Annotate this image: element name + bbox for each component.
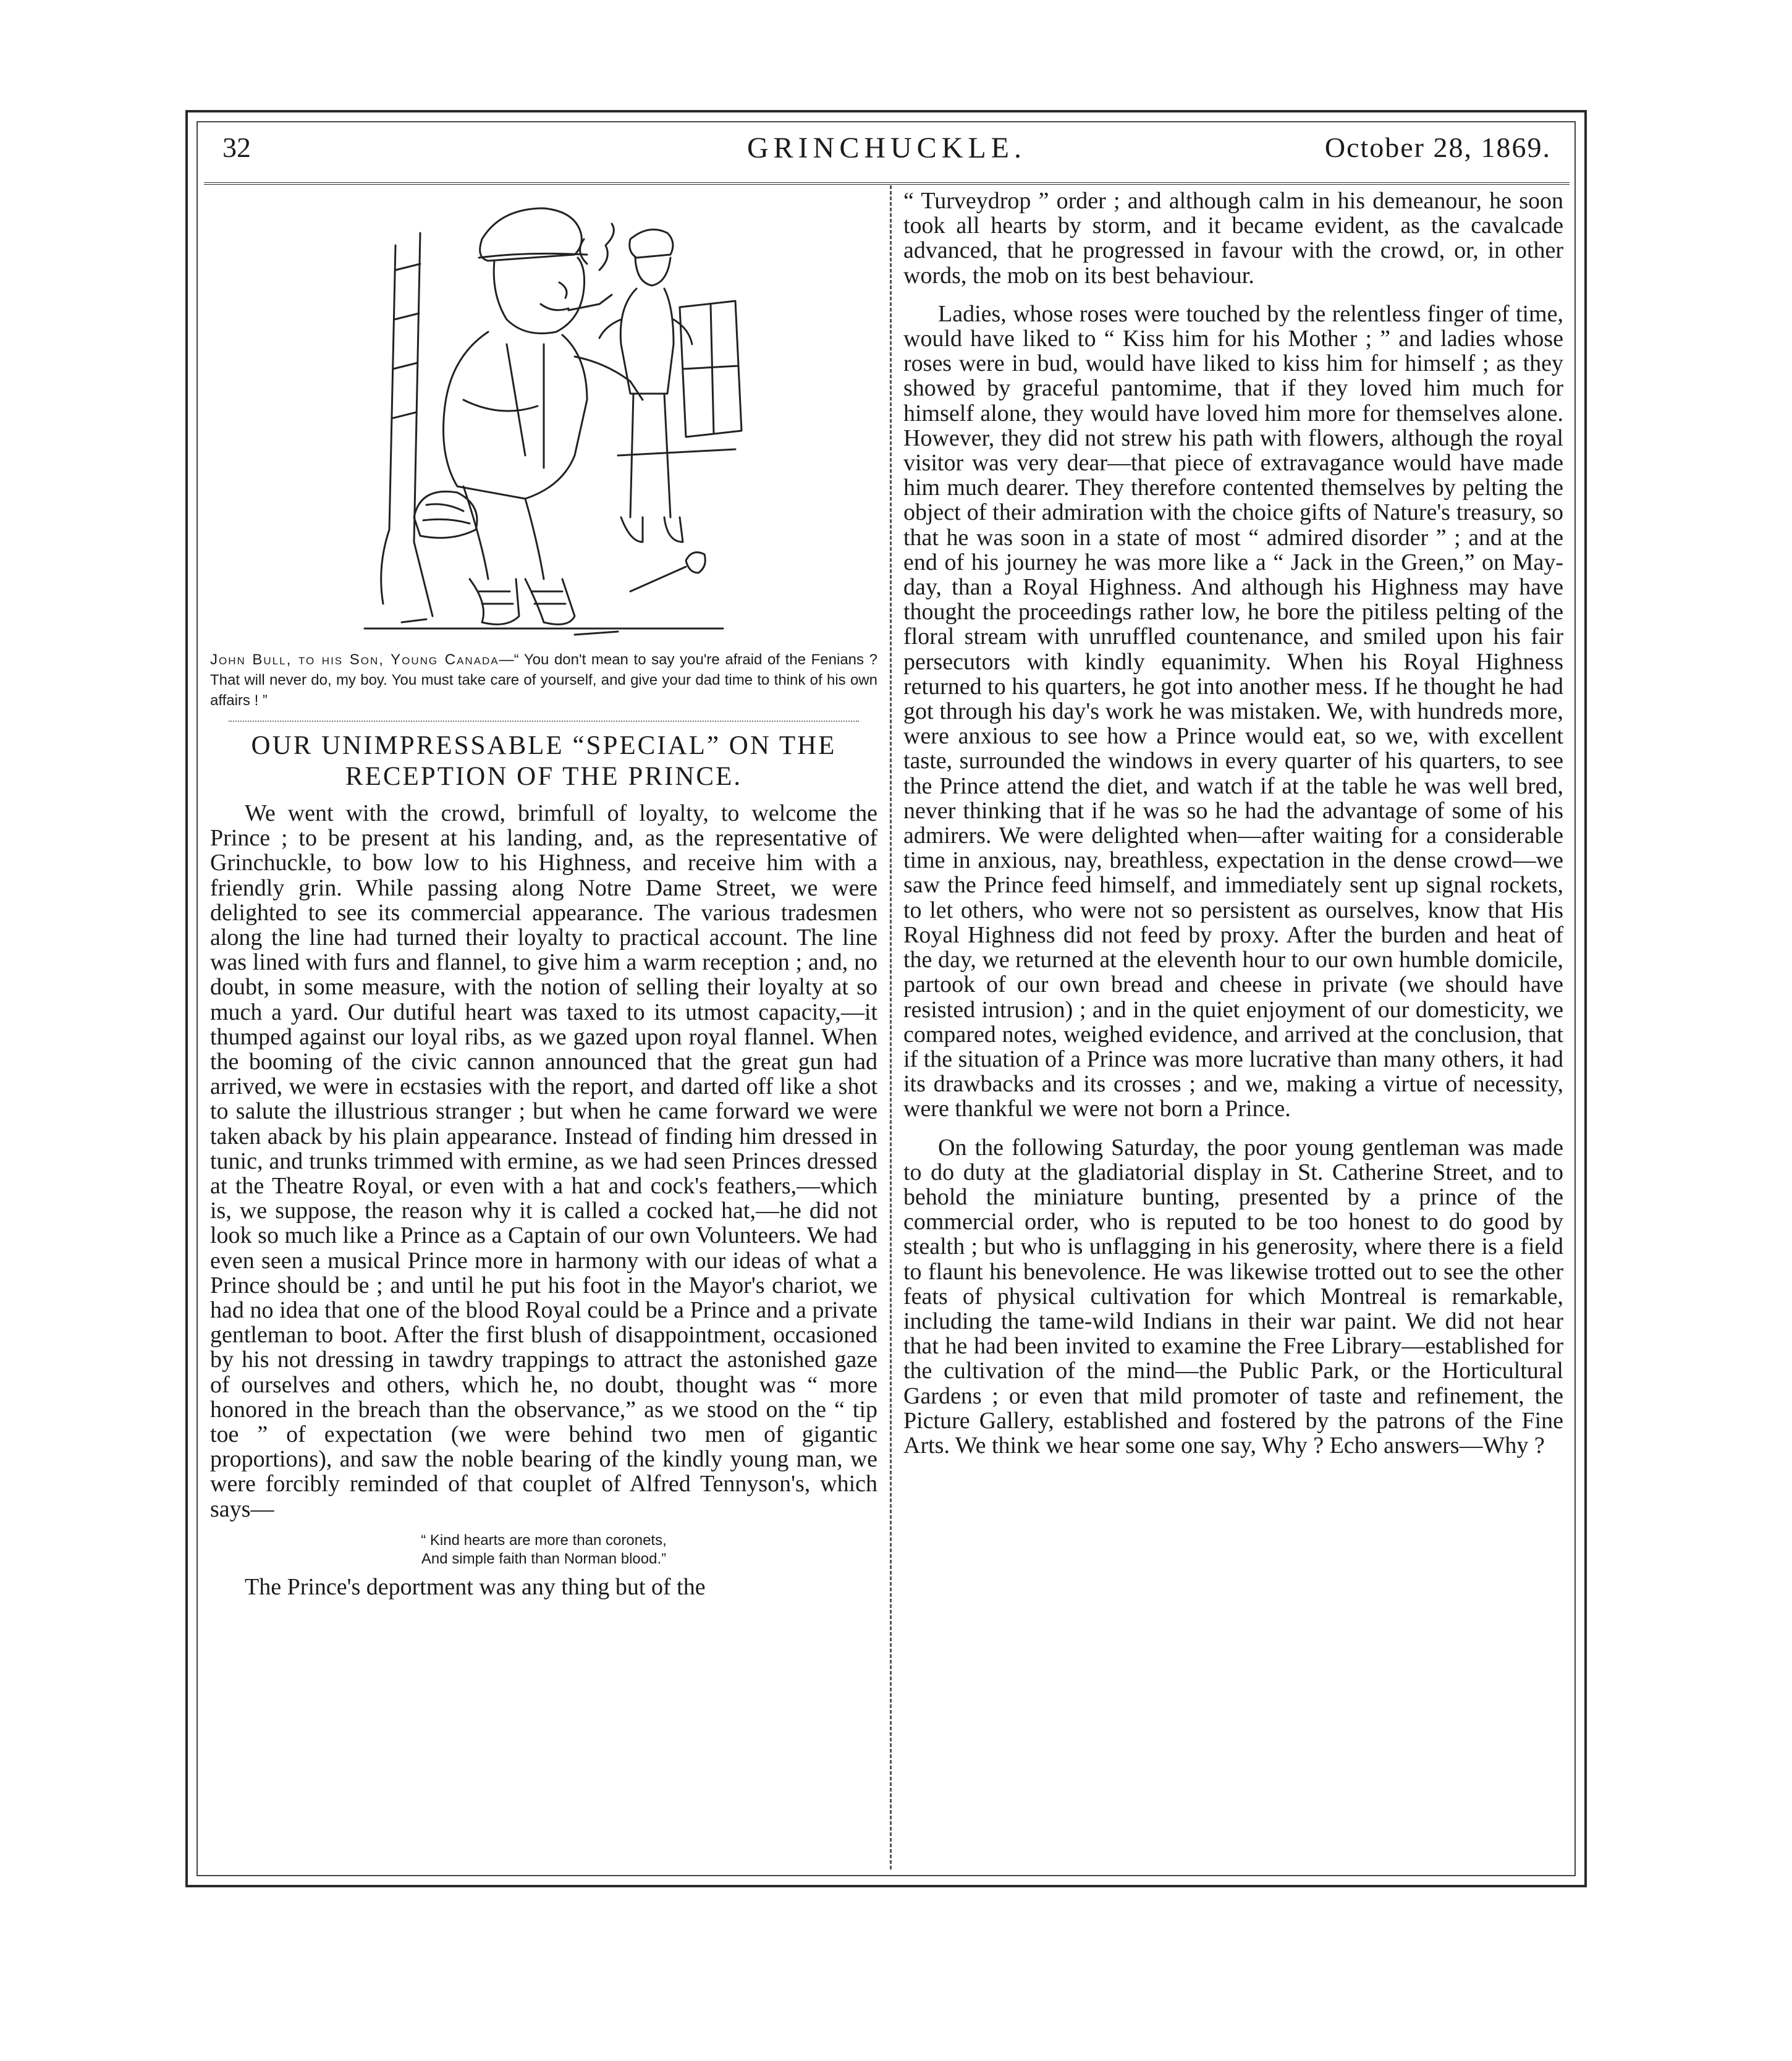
page-header bbox=[204, 124, 1570, 179]
cartoon-illustration bbox=[340, 196, 748, 641]
verse-line: “ Kind hearts are more than coronets, bbox=[421, 1531, 667, 1549]
verse-line: And simple faith than Norman blood.” bbox=[421, 1550, 667, 1567]
column-divider bbox=[890, 185, 892, 1869]
issue-date: October 28, 1869. bbox=[1324, 132, 1551, 163]
caption-text: —“ You don't mean to say you're afraid of the Fenians ? That will never do, my boy. You must take care of yourself, and give your dad time to think of his own affairs ! ” bbox=[210, 651, 877, 709]
caption-speaker: John Bull, to his Son, Young Canada bbox=[210, 651, 499, 668]
article-paragraph: On the following Saturday, the poor young gentleman was made to do duty at the gladiatorial display in St. Catherine Street, and to behold the miniature bunting, presented by a prince of the commercial order, who is reputed to be too honest to do good by stealth ; but who is unflagging in his generosity, where there is a field to flaunt his benevolence. He was likewise trotted out to see the other feats of physical cultivation for which Montreal is remarkable, including the tame-wild Indians in their war paint. We did not hear that he had been invited to examine the Free Library—established for the cultivation of the mind—the Public Park, or the Horticultural Gardens ; or even that mild promoter of taste and refinement, the Picture Gallery, established and fostered by the patrons of the Fine Arts. We think we hear some one say, Why ? Echo answers—Why ? bbox=[903, 1134, 1563, 1458]
masthead-title: GRINCHUCKLE. bbox=[747, 132, 1026, 164]
article-paragraph: We went with the crowd, brimfull of loyalty, to welcome the Prince ; to be present at his landing, and, as the representative of Grinchuckle, to bow low to his Highness, and receive him with a friendly grin. While passing along Notre Dame Street, we were delighted to see its commercial appearance. The various tradesmen along the line had turned their loyalty to practical account. The line was lined with furs and flannel, to give him a warm reception ; and, no doubt, in some measure, with the notion of selling their loyalty at so much a yard. Our dutiful heart was taxed to its utmost capacity,—it thumped against our loyal ribs, as we gazed upon royal flannel. When the booming of the civic cannon announced that the great gun had arrived, we were in ecstasies with the report, and darted off like a shot to salute the illustrious stranger ; but when he came forward we were taken aback by his plain appearance. Instead of finding him dressed in tunic, and trunks trimmed with ermine, as we had seen Princes dressed at the Theatre Royal, or even with a hat and cock's feathers,—which is, we suppose, the reason why it is called a cocked hat,—he did not look so much like a Prince as a Captain of our own Volunteers. We had even seen a musical Prince more in harmony with our ideas of what a Prince should be ; and until he put his foot in the Mayor's chariot, we had no idea that one of the blood Royal could be a Prince and a private gentleman to boot. After the first blush of disappointment, occasioned by his not dressing in tawdry trappings to attract the astonished gaze of ourselves and others, which he, no doubt, thought was “ more honored in the breach than the observance,” as we stood on the “ tip toe ” of expectation (we were behind two men of gigantic proportions), and saw the noble bearing of the kindly young man, we were forcibly reminded of that couplet of Alfred Tennyson's, which says— bbox=[210, 800, 877, 1522]
left-column bbox=[210, 188, 877, 1599]
right-column bbox=[903, 188, 1563, 1458]
separator-rule bbox=[229, 721, 859, 722]
page-number: 32 bbox=[222, 132, 251, 163]
verse-quote bbox=[210, 1531, 877, 1568]
header-rule bbox=[204, 182, 1570, 185]
article-headline: OUR UNIMPRESSABLE “SPECIAL” ON THE RECEPTION OF THE PRINCE. bbox=[251, 731, 837, 791]
article-paragraph: “ Turveydrop ” order ; and although calm in his demeanour, he soon took all hearts by storm, and it became evident, as the cavalcade advanced, that he progressed in favour with the crowd, or, in other words, the mob on its best behaviour. bbox=[903, 188, 1563, 289]
article-paragraph: Ladies, whose roses were touched by the relentless finger of time, would have liked to “ Kiss him for his Mother ; ” and ladies whose roses were in bud, would have liked to kiss him for himself ; as they showed by graceful pantomime, that if they loved him much for himself alone, they would have loved him more for themselves alone. However, they did not strew his path with flowers, although the royal visitor was very dear—that piece of extravagance would have made him much dearer. They therefore contented themselves by pelting the object of their admiration with the choice gifts of Nature's treasury, so that he was soon in a state of most “ admired disorder ” ; and at the end of his journey he was more like a “ Jack in the Green,” on May-day, than a Royal Highness. And although his Highness may have thought the proceedings rather low, he bore the pitiless pelting of the floral stream with unruffled countenance, and smiled upon his fair persecutors with kindly equanimity. When his Royal Highness returned to his quarters, he got into another mess. If he thought he had got through his day's work he was mistaken. We, with hundreds more, were anxious to see how a Prince would eat, so we, with excellent taste, surrounded the windows in every quarter of his quarters, to see the Prince attend the diet, and watch if at the table he was well bred, never thinking that if he was so he had the advantage of some of his admirers. We were delighted when—after waiting for a considerable time in anxious, nay, breathless, expectation in the dense crowd—we saw the Prince feed himself, and immediately sent up signal rockets, to let others, who were not so persistent as ourselves, know that His Royal Highness did not feed by proxy. After the burden and heat of the day, we returned at the eleventh hour to our own humble domicile, partook of our own bread and cheese in private (we should have resisted intrusion) ; and in the quiet enjoyment of our domesticity, we compared notes, weighed evidence, and arrived at the conclusion, that if the situation of a Prince was more lucrative than many others, it had its drawbacks and its crosses ; and we, making a virtue of necessity, were thankful we were not born a Prince. bbox=[903, 300, 1563, 1122]
article-paragraph-tail: The Prince's deportment was any thing but of the bbox=[245, 1573, 706, 1600]
cartoon-caption bbox=[210, 650, 877, 711]
